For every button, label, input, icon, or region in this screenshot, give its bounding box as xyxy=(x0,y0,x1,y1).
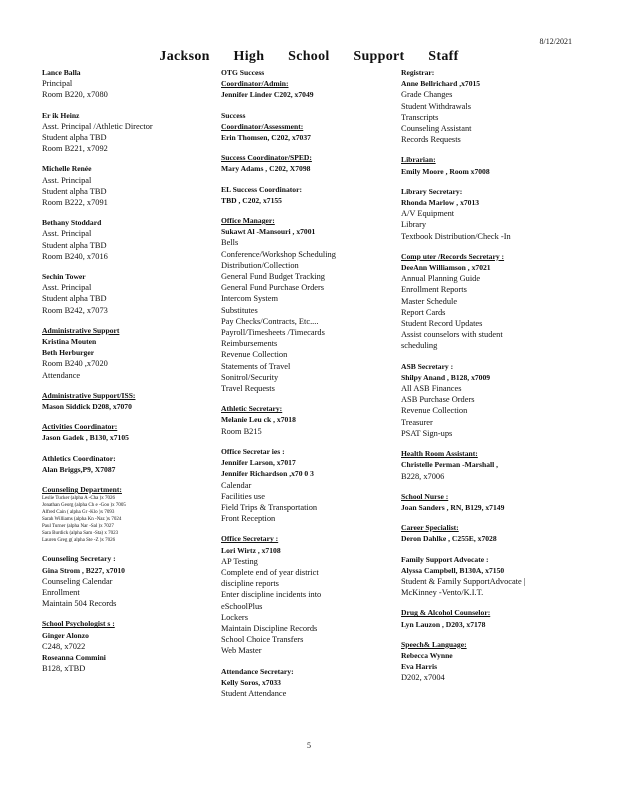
entry-line: Sara Burdick (alpha Sam -Sta) x 7023 xyxy=(42,531,119,537)
entry-line: Jennifer Linder C202, x7049 xyxy=(221,90,314,100)
entry-line: Room B222, x7091 xyxy=(42,198,108,208)
entry-heading: ASB Secretary : xyxy=(401,361,454,371)
document-title: Jackson High School Support Staff xyxy=(159,49,459,64)
entry-line: PSAT Sign-ups xyxy=(401,428,453,438)
entry-line: D202, x7004 xyxy=(401,673,445,683)
staff-entry xyxy=(42,217,214,262)
page-number: 5 xyxy=(307,741,311,750)
staff-entry xyxy=(401,361,577,439)
entry-line: Distribution/Collection xyxy=(221,260,299,270)
entry-heading: Athletics Coordinator: xyxy=(42,453,116,463)
entry-line: Travel Requests xyxy=(221,384,275,394)
staff-entry xyxy=(221,152,393,174)
entry-line: Substitutes xyxy=(221,305,258,315)
entry-line: Emily Moore , Room x7008 xyxy=(401,166,490,176)
entry-line: ASB Purchase Orders xyxy=(401,395,475,405)
entry-heading: Bethany Stoddard xyxy=(42,218,102,228)
entry-line: Shilpy Anand , B128, x7009 xyxy=(401,372,491,382)
staff-entry xyxy=(221,533,393,656)
entry-heading: Administrative Support/ISS: xyxy=(42,390,136,400)
entry-heading: Office Secretar ies : xyxy=(221,446,285,456)
entry-line: Pay Checks/Contracts, Etc.... xyxy=(221,316,319,326)
entry-line: School Choice Transfers xyxy=(221,635,304,645)
staff-entry xyxy=(42,484,214,544)
staff-entry xyxy=(42,271,214,316)
entry-line: A/V Equipment xyxy=(401,209,455,219)
entry-heading: Comp uter /Records Secretary : xyxy=(401,251,505,261)
entry-line: Facilities use xyxy=(221,491,265,501)
entry-line: B228, x7006 xyxy=(401,471,445,481)
entry-line: Mary Adams , C202, X7098 xyxy=(221,164,311,174)
entry-line: All ASB Finances xyxy=(401,384,462,394)
entry-line: DeeAnn Williamson , x7021 xyxy=(401,263,491,273)
entry-line: Student & Family SupportAdvocate | xyxy=(401,576,526,586)
entry-line: Alfred Cain ( alpha Gr -Klo )x 7093 xyxy=(42,510,115,516)
entry-line: Textbook Distribution/Check -In xyxy=(401,231,511,241)
entry-line: Front Reception xyxy=(221,514,276,524)
entry-heading: Drug & Alcohol Counselor: xyxy=(401,608,491,618)
entry-line: Field Trips & Transportation xyxy=(221,502,318,512)
entry-line: Grade Changes xyxy=(401,90,453,100)
entry-line: Gina Strom , B227, x7010 xyxy=(42,565,125,575)
entry-line: Jason Gadek , B130, x7105 xyxy=(42,433,129,443)
entry-line: Principal xyxy=(42,79,73,89)
staff-entry xyxy=(221,110,393,144)
entry-line: Paul Turner (alpha Nar -Sal )x 7027 xyxy=(42,524,114,530)
staff-entry xyxy=(42,390,214,412)
entry-line: Lauren Greg g( alpha Ste -Z )x 7026 xyxy=(42,538,116,544)
entry-line: Anne Bellrichard ,x7015 xyxy=(401,79,481,89)
entry-line: Erin Thomsen, C202, x7037 xyxy=(221,133,311,143)
entry-line: B128, xTBD xyxy=(42,664,86,674)
entry-line: Ginger Alonzo xyxy=(42,630,89,640)
entry-heading: Career Specialist: xyxy=(401,523,459,533)
entry-line: Student Withdrawals xyxy=(401,101,471,111)
entry-heading: Registrar: xyxy=(401,68,435,77)
staff-entry xyxy=(221,666,393,700)
entry-line: Student alpha TBD xyxy=(42,294,107,304)
entry-line: Rhonda Marlow , x7013 xyxy=(401,198,480,208)
entry-line: Treasurer xyxy=(401,417,433,427)
entry-line: scheduling xyxy=(401,341,438,351)
entry-line: Deron Dahlke , C255E, x7028 xyxy=(401,534,497,544)
document-date: 8/12/2021 xyxy=(539,37,572,46)
staff-entry xyxy=(42,421,214,443)
entry-line: Asst. Principal xyxy=(42,283,92,293)
entry-heading: Michelle Renée xyxy=(42,164,92,174)
entry-heading: Health Room Assistant: xyxy=(401,449,478,459)
entry-line: Lockers xyxy=(221,612,248,622)
entry-heading: OTG Success xyxy=(221,68,265,77)
entry-line: Student Attendance xyxy=(221,688,287,698)
entry-line: Sukawt Al -Mansouri , x7001 xyxy=(221,227,316,237)
entry-line: Mason Siddick D208, x7070 xyxy=(42,402,132,412)
entry-line: Asst. Principal /Athletic Director xyxy=(42,121,153,131)
entry-line: McKinney -Vento/K.I.T. xyxy=(401,588,484,598)
entry-heading: School Nurse : xyxy=(401,491,449,501)
entry-heading: Lance Balla xyxy=(42,68,81,77)
entry-heading: Attendance Secretary: xyxy=(221,666,294,676)
entry-line: Library xyxy=(401,220,427,230)
entry-line: Sarah Williams (alpha Kn -Naz )x 7024 xyxy=(42,517,122,523)
entry-line: Asst. Principal xyxy=(42,229,92,239)
entry-line: Student Record Updates xyxy=(401,319,483,329)
entry-line: Report Cards xyxy=(401,307,446,317)
entry-line: Enter discipline incidents into xyxy=(221,590,322,600)
entry-line: Lyn Lauzon , D203, x7178 xyxy=(401,619,486,629)
entry-line: Revenue Collection xyxy=(401,406,468,416)
entry-line: Statements of Travel xyxy=(221,361,291,371)
entry-line: AP Testing xyxy=(221,556,258,566)
entry-line: Eva Harris xyxy=(401,662,438,672)
entry-line: General Fund Purchase Orders xyxy=(221,283,325,293)
staff-entry xyxy=(221,184,393,206)
entry-line: Kelly Soros, x7033 xyxy=(221,677,281,687)
entry-heading: Counseling Department: xyxy=(42,485,122,495)
staff-entry xyxy=(42,618,214,674)
entry-line: Beth Herburger xyxy=(42,348,95,358)
entry-line: Calendar xyxy=(221,480,252,490)
entry-line: TBD , C202, x7155 xyxy=(221,195,282,205)
entry-line: Melanie Leu ck , x7018 xyxy=(221,415,296,425)
entry-line: Web Master xyxy=(221,646,262,656)
entry-line: Room B242, x7073 xyxy=(42,305,108,315)
entry-line: Coordinator/Admin: xyxy=(221,79,289,89)
entry-line: Student alpha TBD xyxy=(42,240,107,250)
entry-line: Reimbursements xyxy=(221,339,278,349)
entry-line: Intercom System xyxy=(221,294,278,304)
entry-line: Room B215 xyxy=(221,426,262,436)
entry-line: Asst. Principal xyxy=(42,175,92,185)
entry-heading: Library Secretary: xyxy=(401,186,463,196)
staff-entry xyxy=(42,453,214,475)
entry-heading: Success Coordinator/SPED: xyxy=(221,153,312,163)
entry-heading: Office Secretary : xyxy=(221,534,279,544)
entry-line: Room B240 ,x7020 xyxy=(42,359,108,369)
entry-line: Roseanna Commini xyxy=(42,652,106,662)
staff-entry xyxy=(401,554,577,599)
entry-line: Assist counselors with student xyxy=(401,330,503,340)
entry-line: Christelle Perman -Marshall , xyxy=(401,460,499,470)
staff-entry xyxy=(401,491,577,513)
staff-entry xyxy=(401,154,577,176)
entry-heading: Counseling Secretary : xyxy=(42,554,116,564)
entry-line: Enrollment xyxy=(42,587,80,597)
entry-line: Leslie Tucker (alpha A -Cha )x 7026 xyxy=(42,496,116,502)
entry-line: Bells xyxy=(221,238,239,248)
entry-line: Complete end of year district xyxy=(221,567,319,577)
entry-line: Maintain 504 Records xyxy=(42,599,117,609)
staff-entry xyxy=(401,448,577,482)
staff-entry xyxy=(401,186,577,242)
entry-heading: Office Manager: xyxy=(221,216,275,226)
entry-heading: EL Success Coordinator: xyxy=(221,184,303,194)
staff-entry xyxy=(401,251,577,352)
entry-line: Revenue Collection xyxy=(221,350,288,360)
staff-entry xyxy=(42,325,214,381)
staff-entry xyxy=(401,607,577,629)
entry-line: Records Requests xyxy=(401,135,461,145)
staff-entry xyxy=(42,67,214,101)
entry-line: Coordinator/Assessment: xyxy=(221,121,304,131)
entry-heading: Success xyxy=(221,110,246,120)
entry-line: Jennifer Larson, x7017 xyxy=(221,458,296,468)
entry-line: eSchoolPlus xyxy=(221,601,263,611)
entry-line: Enrollment Reports xyxy=(401,285,467,295)
staff-entry xyxy=(42,110,214,155)
entry-line: Alyssa Campbell, B130A, x7150 xyxy=(401,565,505,575)
entry-line: Student alpha TBD xyxy=(42,186,107,196)
entry-heading: Librarian: xyxy=(401,155,436,165)
staff-entry xyxy=(221,215,393,394)
entry-line: Room B240, x7016 xyxy=(42,251,108,261)
entry-heading: Family Support Advocate : xyxy=(401,554,489,564)
entry-heading: Er ik Heinz xyxy=(42,110,80,120)
entry-line: discipline reports xyxy=(221,579,279,589)
entry-line: Room B220, x7080 xyxy=(42,90,108,100)
staff-entry xyxy=(221,67,393,101)
entry-heading: Activities Coordinator: xyxy=(42,422,118,432)
entry-line: Jennifer Richardson ,x70 0 3 xyxy=(221,469,314,479)
entry-line: Counseling Assistant xyxy=(401,124,472,134)
entry-heading: Sechin Tower xyxy=(42,272,86,282)
entry-heading: Athletic Secretary: xyxy=(221,404,283,414)
staff-column-2 xyxy=(221,67,393,708)
staff-entry xyxy=(221,446,393,524)
entry-line: Payroll/Timesheets /Timecards xyxy=(221,328,325,338)
entry-line: C248, x7022 xyxy=(42,641,86,651)
entry-line: Kristina Mouten xyxy=(42,337,97,347)
staff-entry xyxy=(221,403,393,437)
entry-line: Attendance xyxy=(42,370,81,380)
entry-line: Transcripts xyxy=(401,112,439,122)
entry-heading: Speech& Language: xyxy=(401,639,467,649)
entry-line: Rebecca Wynne xyxy=(401,650,453,660)
entry-line: Annual Planning Guide xyxy=(401,274,481,284)
entry-line: Jonathan Georg (alpha Ch e -Goo )x 7005 xyxy=(42,503,126,509)
staff-entry xyxy=(401,67,577,145)
entry-line: Maintain Discipline Records xyxy=(221,623,318,633)
entry-line: Alan Briggs,P9, X7087 xyxy=(42,464,116,474)
entry-line: Conference/Workshop Scheduling xyxy=(221,249,336,259)
staff-entry xyxy=(401,522,577,544)
entry-line: Master Schedule xyxy=(401,296,458,306)
entry-line: Joan Sanders , RN, B129, x7149 xyxy=(401,502,505,512)
entry-line: General Fund Budget Tracking xyxy=(221,272,325,282)
entry-line: Room B221, x7092 xyxy=(42,144,108,154)
entry-heading: School Psychologist s : xyxy=(42,619,115,629)
staff-entry xyxy=(42,553,214,609)
staff-column-1 xyxy=(42,67,214,683)
staff-entry xyxy=(401,639,577,684)
entry-line: Counseling Calendar xyxy=(42,576,113,586)
staff-column-3 xyxy=(401,67,577,693)
entry-line: Sonitrol/Security xyxy=(221,372,279,382)
staff-entry xyxy=(42,163,214,208)
entry-line: Lori Wirtz , x7108 xyxy=(221,545,281,555)
entry-heading: Administrative Support xyxy=(42,325,120,335)
entry-line: Student alpha TBD xyxy=(42,133,107,143)
